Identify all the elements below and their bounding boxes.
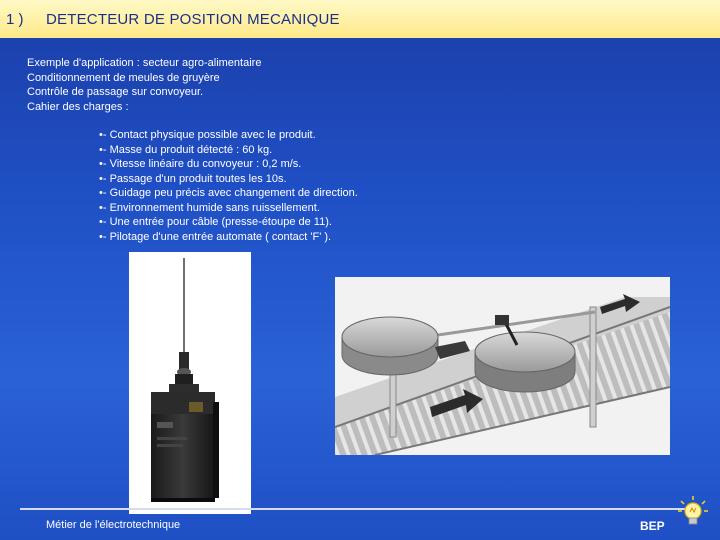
sensor-photo xyxy=(129,252,251,514)
footer-divider xyxy=(20,508,690,510)
list-item: •- Masse du produit détecté : 60 kg. xyxy=(99,143,273,156)
section-number: 1 ) xyxy=(6,11,24,28)
intro-line: Cahier des charges : xyxy=(27,100,129,113)
list-item: •- Une entrée pour câble (presse-étoupe de 11). xyxy=(99,216,332,228)
intro-line: Exemple d'application : secteur agro-alimentaire xyxy=(27,57,262,69)
requirements-list xyxy=(99,128,358,244)
footer-badge: BEP xyxy=(640,519,665,533)
list-item: •- Vitesse linéaire du convoyeur : 0,2 m/s. xyxy=(99,158,302,170)
intro-text xyxy=(27,56,261,114)
lightbulb-icon xyxy=(676,494,710,528)
conveyor-image xyxy=(335,277,670,455)
list-item: •- Guidage peu précis avec changement de direction. xyxy=(99,187,358,199)
intro-line: Contrôle de passage sur convoyeur. xyxy=(27,86,204,98)
page-title: DETECTEUR DE POSITION MECANIQUE xyxy=(46,11,340,28)
intro-line: Conditionnement de meules de gruyère xyxy=(27,71,220,84)
conveyor-photo xyxy=(335,277,670,455)
list-item: •- Environnement humide sans ruissellement. xyxy=(99,201,320,214)
list-item: •- Passage d'un produit toutes les 10s. xyxy=(99,172,287,185)
title-bar xyxy=(0,0,720,38)
footer-label: Métier de l'électrotechnique xyxy=(46,519,181,531)
list-item: •- Pilotage d'une entrée automate ( contact 'F' ). xyxy=(99,230,332,243)
limit-switch-image xyxy=(129,252,251,514)
list-item: •- Contact physique possible avec le produit. xyxy=(99,129,316,141)
